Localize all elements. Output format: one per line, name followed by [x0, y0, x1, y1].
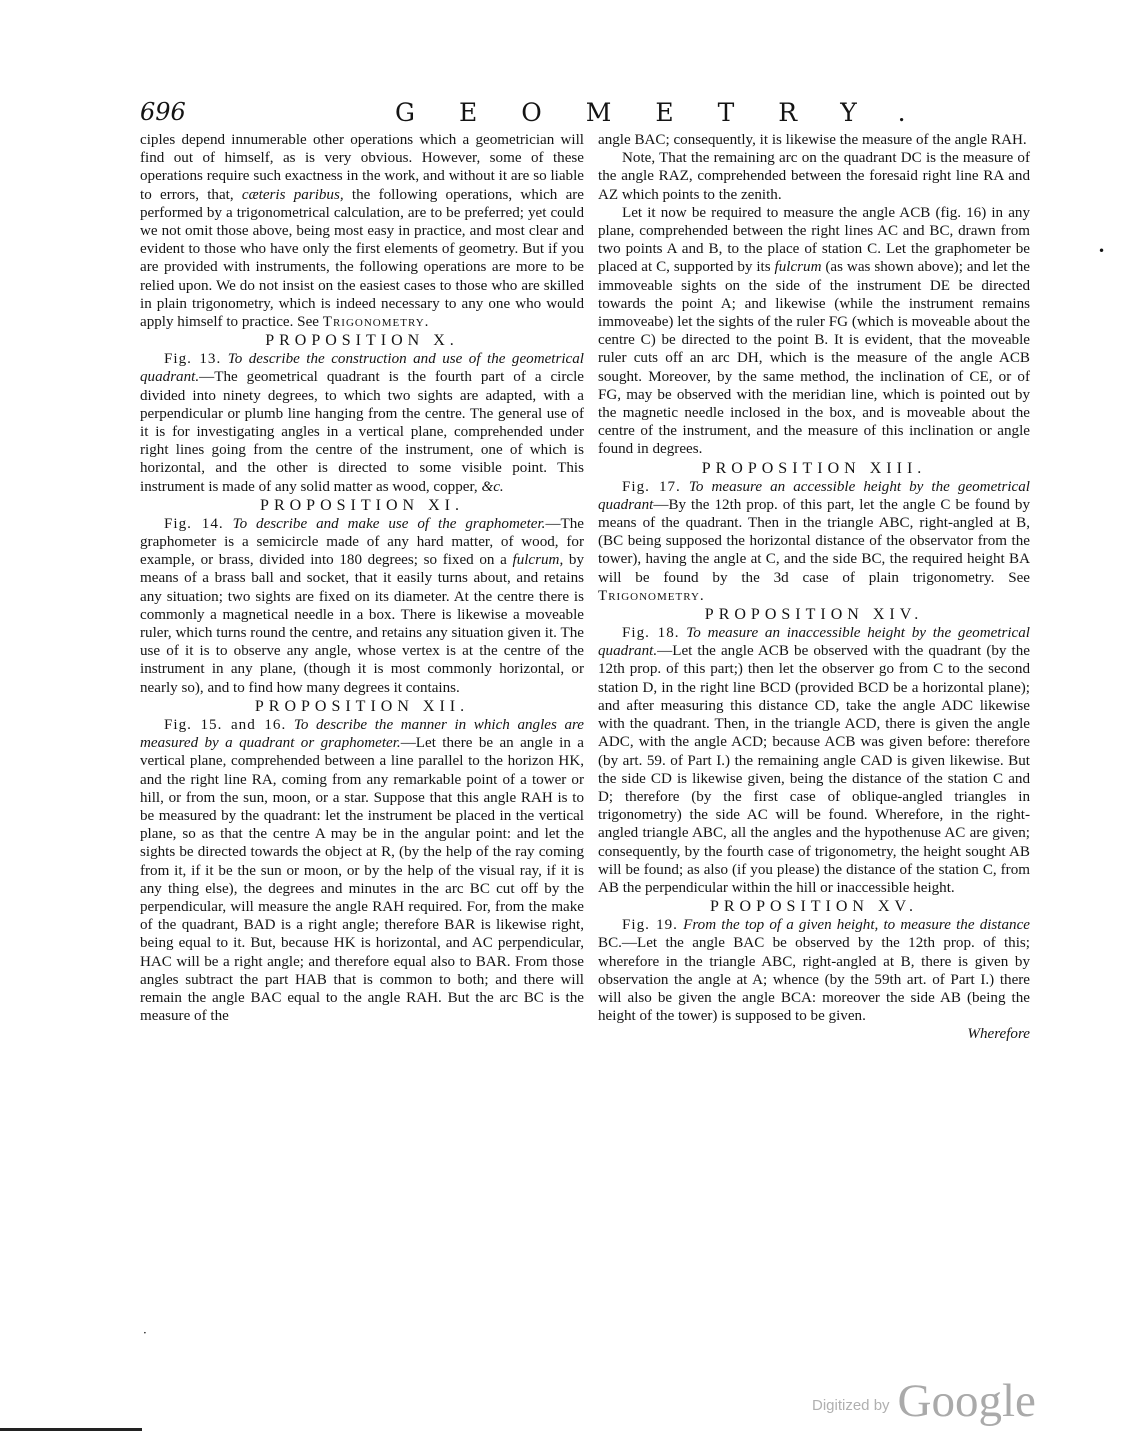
- scan-edge-line: [0, 1428, 142, 1431]
- proposition-title: From the top of a given height, to measure the distance: [683, 917, 1030, 934]
- proposition-x-heading: PROPOSITION X.: [265, 332, 459, 350]
- proposition-xii-heading: PROPOSITION XII.: [254, 697, 470, 715]
- proposition-title: To describe the construction and use of the geometrical quadrant.: [140, 351, 584, 386]
- proposition-xi-text: Fig. 14. To describe and make use of the graphometer.—The graphometer is a semicircle made of any hard matter, of wood, for example, or brass, divided into 180 degrees; so fixed on a fulcrum, by means of a brass ball and socket, that it easily turns about, and retains any situation; two sights are fixed on its diameter. At the centre there is commonly a magnetical needle in a box. There is likewise a moveable ruler, which turns round the centre, and retains any situation given it. The use of it is to observe any angle, whose vertex is at the centre of the instrument in any plane, (though it is most commonly horizontal, or nearly so), and to find how many degrees it contains.: [140, 515, 584, 696]
- proposition-xv-heading: PROPOSITION XV.: [709, 898, 919, 916]
- note-paragraph: Note, That the remaining arc on the quadrant DC is the measure of the angle RAZ, comprehended between the foresaid right line RA and AZ which points to the zenith.: [598, 150, 1030, 203]
- figure-reference: Fig. 13.: [164, 351, 222, 368]
- graphometer-paragraph: Let it now be required to measure the angle ACB (fig. 16) in any plane, comprehended between the right lines AC and BC, drawn from two points A and B, to the place of station C. Let the graphometer be placed at C, supported by its fulcrum (as was shown above); and let the immoveable sights on the side of the instrument DE be directed towards the point A; and likewise (while the instrument remains immoveabe) let the sights of the ruler FG (which is moveable about the centre C) be directed to the point B. It is evident, that the moveable ruler cuts off an arc DH, which is the measure of the angle ACB sought. Moreover, by the same method, the inclination of CE, or of FG, may be observed with the meridian line, which is pointed out by the magnetic needle inclosed in the box, and is moveable about the centre of the instrument, and the measure of this inclination or angle found in degrees.: [598, 204, 1030, 458]
- cross-reference: Trigonometry.: [322, 314, 430, 331]
- watermark-prefix: Digitized by: [812, 1397, 890, 1414]
- intro-paragraph: ciples depend innumerable other operations which a geometrician will find out of himself, as is very obvious. However, some of these operations require such exactness in the work, and without it are so liable to errors, that, cæteris paribus, the following operations, which are performed by a trigonometrical calculation, are to be preferred; yet could we not omit those above, being most easy in practice, and most clear and evident to those who have only the first elements of geometry. But if you are provided with instruments, the following operations are more to be relied upon. We do not insist on the easiest cases to those who are skilled in plain trigonometry, which is indeed necessary to any one who would apply himself to practice. See Trigonometry.: [140, 132, 584, 331]
- continuation-paragraph: angle BAC; consequently, it is likewise the measure of the angle RAH.: [598, 132, 1027, 148]
- proposition-xiii-text: Fig. 17. To measure an accessible height by the geometrical quadrant—By the 12th prop. of this part, let the angle C be found by means of the quadrant. Then in the triangle ABC, right-angled at B, (BC being supposed the horizontal distance of the observator from the tower), having the angle at C, and the side BC, the required height BA will be found by the 3d case of plain trigonometry. See Trigonometry.: [598, 478, 1030, 604]
- proposition-xiv-text: Fig. 18. To measure an inaccessible height by the geometrical quadrant.—Let the angle ACB be observed with the quadrant (by the 12th prop. of this part;) then let the observer go from C to the second station D, in the right line BCD (provided BCD be a horizontal plane); and after measuring this distance CD, take the angle ADC likewise with the quadrant. Then, in the triangle ACD, there is given the angle ADC, with the angle ACD; because ACB was given before: therefore (by art. 59. of Part I.) the remaining angle CAD is given likewise. But the side CD is likewise given, being the distance of the station C and D; therefore (by the first case of oblique-angled triangles in trigonometry) the side AC will be found. Wherefore, in the right-angled triangle ABC, all the angles and the hypothenuse AC are given; consequently, by the fourth case of trigonometry, the height sought AB will be found; as also (if you please) the distance of the station C, from AB the perpendicular within the hill or inaccessible height.: [598, 625, 1030, 896]
- proposition-title: To describe the manner in which angles are measured by a quadrant or graphometer.: [140, 716, 585, 752]
- page-header: [140, 98, 1030, 132]
- proposition-x-text: Fig. 13. To describe the construction and use of the geometrical quadrant.—The geometrical quadrant is the fourth part of a circle divided into ninety degrees, to which two sights are adapted, with a perpendicular or plumb line hanging from the centre. The general use of it is for investigating angles in a vertical plane, comprehended under right lines going from the centre of the instrument, one of which is horizontal, and the other is directed to some visible point. This instrument is made of any solid matter as wood, copper, &c.: [140, 351, 584, 495]
- proposition-title: To measure an inaccessible height by the geometrical quadrant.: [598, 625, 1030, 660]
- running-title: GEOMETRY.: [395, 98, 950, 127]
- proposition-xv-text: Fig. 19. From the top of a given height, to measure the distance BC.—Let the angle BAC be observed by the 12th prop. of this; wherefore in the triangle ABC, right-angled at B, there is given by observation the angle at A; whence (by the 59th art. of Part I.) there will also be given the angle BCA: moreover the side AB (being the height of the tower) is supposed to be given.: [598, 917, 1030, 1025]
- stray-mark: ·: [143, 1326, 147, 1340]
- figure-reference: Fig. 17.: [622, 478, 681, 495]
- proposition-xiv-heading: PROPOSITION XIV.: [704, 606, 924, 624]
- proposition-title: To measure an accessible height by the geometrical quadrant: [598, 478, 1030, 513]
- figure-reference: Fig. 18.: [622, 625, 680, 642]
- right-column: [598, 131, 1030, 1044]
- left-column: [140, 131, 584, 1025]
- google-logo: Google: [897, 1375, 1036, 1427]
- proposition-xii-text: Fig. 15. and 16. To describe the manner in which angles are measured by a quadrant or graphometer.—Let there be an angle in a vertical plane, comprehended between a line parallel to the horizon HK, and the right line RA, coming from any remarkable point of a tower or hill, or from the sun, moon, or a star. Suppose that this angle RAH is to be measured by the quadrant: let the instrument be placed in the vertical plane, so as that the centre A may be in the angular point: and let the sights be directed towards the object at R, (by the help of the ray coming from it, if it be the sun or moon, or by the help of the visual ray, if it is any thing else), the degrees and minutes in the arc BC cut off by the perpendicular, will measure the angle RAH required. For, from the make of the quadrant, BAD is a right angle; therefore BAR is likewise right, being equal to it. But, because HK is horizontal, and AC perpendicular, HAC will be a right angle; and therefore equal also to BAR. From those angles subtract the part HAB that is common to both; and there will remain the angle BAC equal to the angle RAH. But the arc BC is the measure of the: [140, 716, 585, 1025]
- proposition-title: To describe and make use of the graphometer.: [232, 515, 546, 532]
- page-number: 696: [140, 98, 186, 126]
- figure-reference: Fig. 19.: [622, 917, 678, 934]
- figure-reference: Fig. 14.: [164, 515, 224, 532]
- cross-reference: Trigonometry.: [598, 587, 705, 604]
- figure-reference: Fig. 15. and 16.: [164, 716, 287, 733]
- proposition-xi-heading: PROPOSITION XI.: [260, 496, 464, 514]
- stray-mark: •: [1098, 244, 1106, 258]
- proposition-xiii-heading: PROPOSITION XIII.: [701, 459, 927, 477]
- catchword: Wherefore: [967, 1026, 1030, 1043]
- digitization-watermark: [812, 1374, 1036, 1428]
